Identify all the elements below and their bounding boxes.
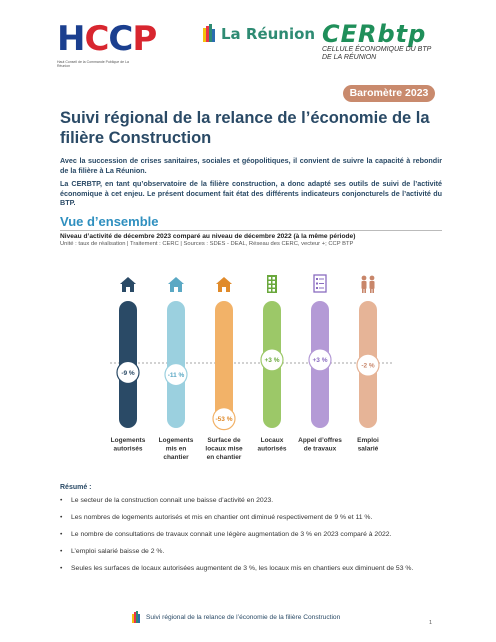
house-icon: [120, 277, 136, 292]
summary-list: [60, 496, 442, 581]
chart-data-label: +3 %: [264, 357, 280, 365]
cerbtp-logo-mark: CERbtp: [322, 20, 427, 48]
chart-category-label: Appel d’offres: [298, 437, 342, 444]
section-title: Vue d’ensemble: [60, 214, 159, 229]
reunion-flag-icon: [132, 611, 140, 624]
chart-category-label: locaux mise: [205, 445, 243, 453]
chart-category-label: en chantier: [206, 454, 242, 461]
chart-data-label: -9 %: [121, 369, 135, 377]
summary-item: • Les nombres de logements autorisés et mis en chantier ont diminué respectivement de 9 % et 11 %.: [60, 513, 442, 522]
chart-category-label: Locaux: [260, 437, 284, 444]
footer: [132, 611, 340, 624]
hccp-logo-letter-c1: C: [84, 19, 109, 59]
hccp-logo: [57, 19, 157, 68]
chart-category-label: mis en: [165, 445, 187, 453]
house-icon: [216, 277, 232, 292]
chart-data-label: -11 %: [167, 371, 185, 379]
section-divider: [60, 230, 442, 231]
page-number: 1: [429, 620, 433, 626]
cerbtp-logo: [322, 22, 452, 62]
intro-text: [60, 156, 442, 212]
chart-category-label: salarié: [357, 445, 379, 453]
footer-text: Suivi régional de la relance de l’économie de la filière Construction: [146, 614, 341, 621]
summary-item: • L’emploi salarié baisse de 2 %.: [60, 547, 442, 556]
chart-category-label: Logements: [158, 437, 194, 444]
intro-paragraph: Avec la succession de crises sanitaires, sociales et géopolitiques, il convient de suivre la capacité à rebondir de la filière à La Réunion.: [60, 156, 442, 175]
chart-category-label: autorisés: [113, 445, 143, 453]
house-icon: [168, 277, 184, 292]
summary-label: Résumé :: [60, 484, 92, 491]
chart-data-label: -53 %: [215, 415, 233, 423]
summary-item: • Le nombre de consultations de travaux connait une légère augmentation de 3 % en 2023 comparé à 2022.: [60, 530, 442, 539]
activity-chart: [100, 270, 400, 470]
chart-data-label: -2 %: [361, 362, 375, 370]
people-icon: [362, 276, 375, 293]
hccp-logo-letter-p: P: [132, 19, 157, 59]
summary-item: • Seules les surfaces de locaux autorisées augmentent de 3 %, les locaux mis en chantiers eux diminuent de 53 %.: [60, 564, 442, 573]
building-icon: [267, 275, 277, 293]
chart-category-label: Surface de: [207, 437, 241, 444]
cerbtp-subtitle-2: DE LA RÉUNION: [322, 54, 377, 61]
barometre-badge: Baromètre 2023: [343, 85, 435, 102]
chart-data-label: +3 %: [312, 357, 328, 365]
hccp-logo-letter-h: H: [57, 19, 85, 59]
summary-item: • Le secteur de la construction connait une baisse d’activité en 2023.: [60, 496, 442, 505]
hccp-subtitle: Haut Conseil de la Commande Publique de La Réunion: [57, 60, 129, 68]
intro-paragraph: La CERBTP, en tant qu’observatoire de la filière construction, a donc adapté ses outils de suivi de l’activité économique à cet enjeu. Le présent document fait état des différents indicateurs conjoncturels de l’activité du BTP.: [60, 179, 442, 208]
chart-category-label: de travaux: [303, 445, 337, 453]
reunion-label: La Réunion: [221, 25, 316, 43]
chart-category-label: chantier: [163, 454, 189, 461]
chart-category-label: Logements: [110, 437, 146, 444]
reunion-flag-icon: [203, 24, 215, 44]
reunion-logo: [203, 24, 315, 44]
page-title: Suivi régional de la relance de l’économie de la filière Construction: [60, 109, 430, 147]
chart-category-label: Emploi: [357, 437, 379, 444]
document-list-icon: [314, 275, 326, 292]
chart-unit-note: Unité : taux de réalisation | Traitement : CERC | Sources : SDES - DEAL, Réseau des CERC, vecteur +; CCP BTP: [60, 241, 354, 247]
chart-category-label: autorisés: [257, 445, 287, 453]
hccp-logo-letter-c2: C: [108, 19, 133, 59]
cerbtp-subtitle-1: CELLULE ÉCONOMIQUE DU BTP: [322, 46, 432, 53]
chart-heading: Niveau d’activité de décembre 2023 comparé au niveau de décembre 2022 (à la même période): [60, 233, 356, 240]
